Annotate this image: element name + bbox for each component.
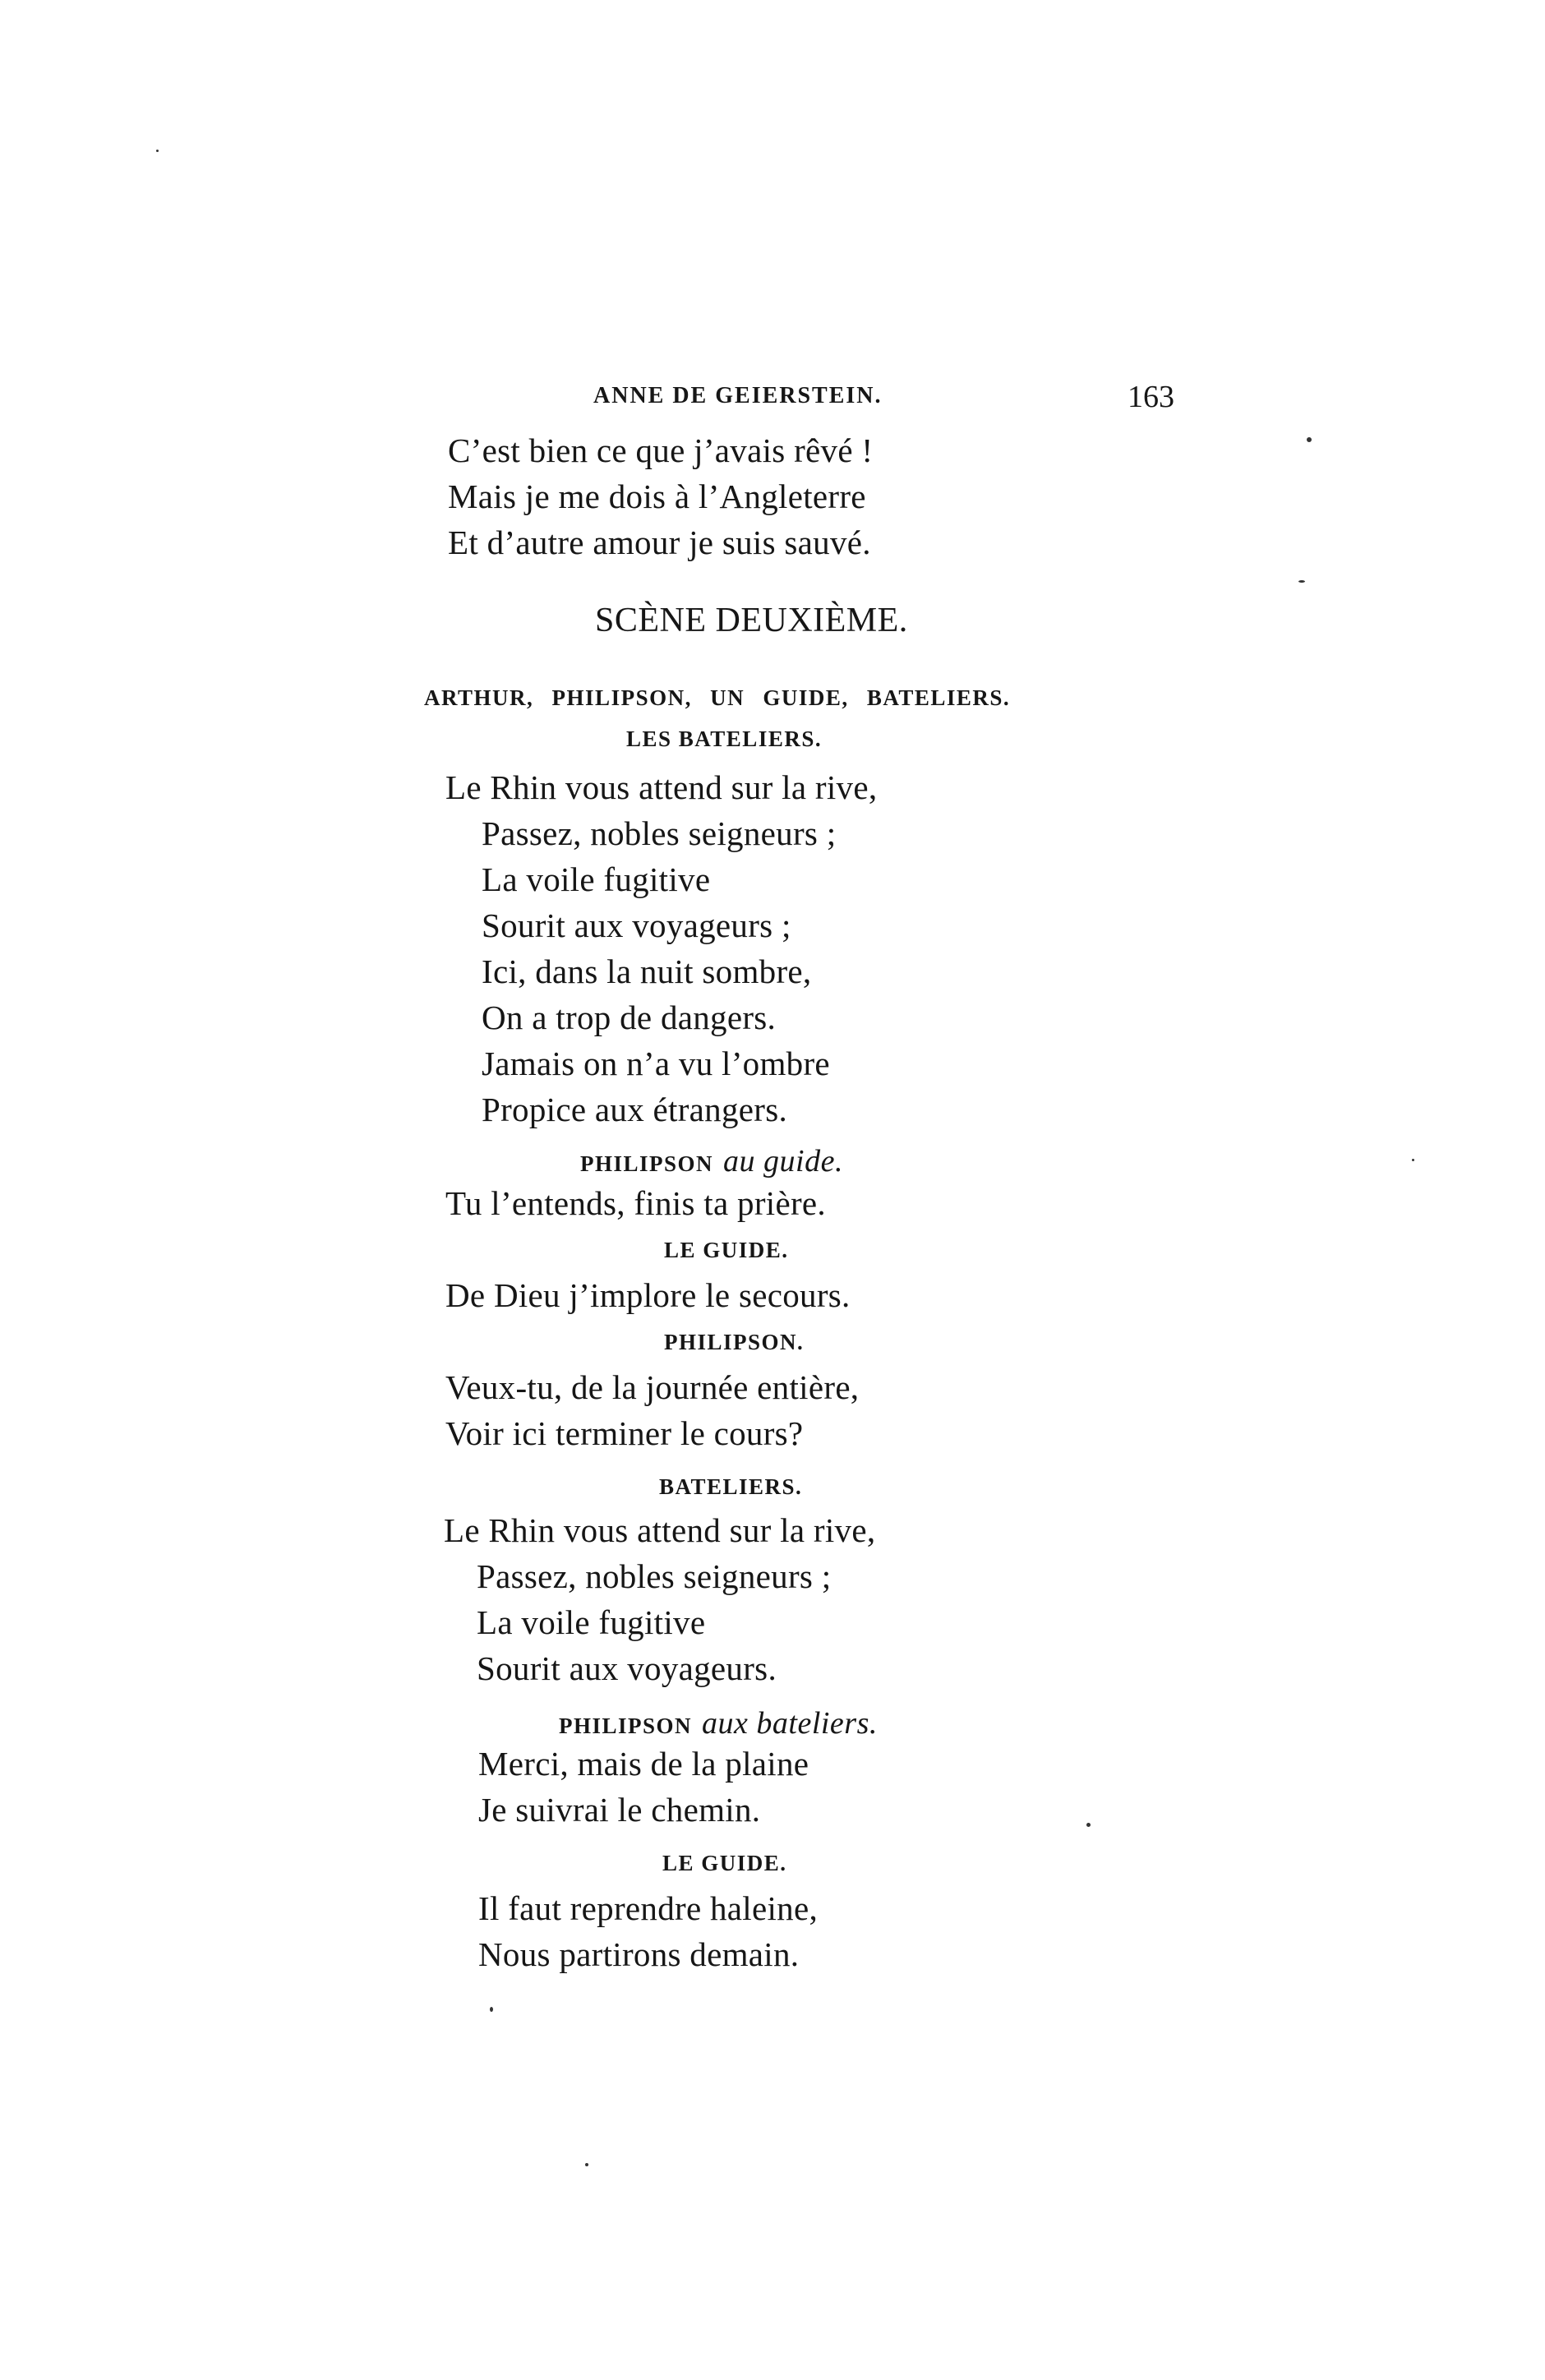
verse-line: La voile fugitive	[477, 1603, 706, 1641]
speaker-label: PHILIPSON	[580, 1151, 714, 1176]
verse-line: La voile fugitive	[482, 860, 711, 898]
ink-speck	[1307, 437, 1312, 442]
verse-line: Passez, nobles seigneurs ;	[477, 1557, 832, 1595]
verse-line: C’est bien ce que j’avais rêvé !	[448, 431, 874, 469]
verse-line: Merci, mais de la plaine	[478, 1745, 809, 1783]
verse-line: Veux-tu, de la journée entière,	[445, 1368, 860, 1406]
verse-line: Voir ici terminer le cours?	[445, 1414, 804, 1452]
scene-title: SCÈNE DEUXIÈME.	[595, 602, 908, 639]
verse-line: On a trop de dangers.	[482, 999, 777, 1036]
speaker-name: LE GUIDE.	[662, 1851, 787, 1875]
speaker-name: LE GUIDE.	[664, 1238, 789, 1262]
speaker-name: PHILIPSON.	[664, 1330, 805, 1354]
verse-line: Tu l’entends, finis ta prière.	[445, 1184, 826, 1222]
running-title: ANNE DE GEIERSTEIN.	[593, 383, 883, 408]
speaker-name: BATELIERS.	[659, 1474, 803, 1499]
verse-line: Sourit aux voyageurs ;	[482, 906, 791, 944]
verse-line: Et d’autre amour je suis sauvé.	[448, 524, 871, 561]
stage-direction: aux bateliers.	[702, 1706, 878, 1741]
ink-speck	[490, 2007, 493, 2012]
verse-line: Propice aux étrangers.	[482, 1091, 788, 1128]
speaker-name	[559, 1708, 878, 1739]
verse-line: Passez, nobles seigneurs ;	[482, 814, 837, 852]
speaker-name: LES BATELIERS.	[626, 726, 823, 751]
verse-line: Nous partirons demain.	[478, 1935, 800, 1973]
verse-line: Le Rhin vous attend sur la rive,	[444, 1511, 876, 1549]
speaker-label: PHILIPSON	[559, 1714, 693, 1738]
verse-line: Je suivrai le chemin.	[478, 1791, 761, 1829]
speaker-name	[580, 1146, 843, 1177]
verse-line: De Dieu j’implore le secours.	[445, 1276, 851, 1314]
stage-direction: au guide.	[723, 1144, 843, 1178]
verse-line: Mais je me dois à l’Angleterre	[448, 477, 866, 515]
ink-speck	[156, 150, 159, 152]
cast-list: ARTHUR, PHILIPSON, UN GUIDE, BATELIERS.	[424, 685, 1011, 710]
page-number: 163	[1128, 380, 1174, 414]
ink-speck	[585, 2163, 588, 2166]
ink-speck	[1412, 1159, 1414, 1161]
ink-speck	[1298, 580, 1305, 583]
verse-line: Jamais on n’a vu l’ombre	[482, 1045, 830, 1082]
verse-line: Sourit aux voyageurs.	[477, 1649, 777, 1687]
verse-line: Il faut reprendre haleine,	[478, 1889, 819, 1927]
verse-line: Ici, dans la nuit sombre,	[482, 952, 812, 990]
ink-speck	[1086, 1823, 1091, 1827]
verse-line: Le Rhin vous attend sur la rive,	[445, 768, 878, 806]
